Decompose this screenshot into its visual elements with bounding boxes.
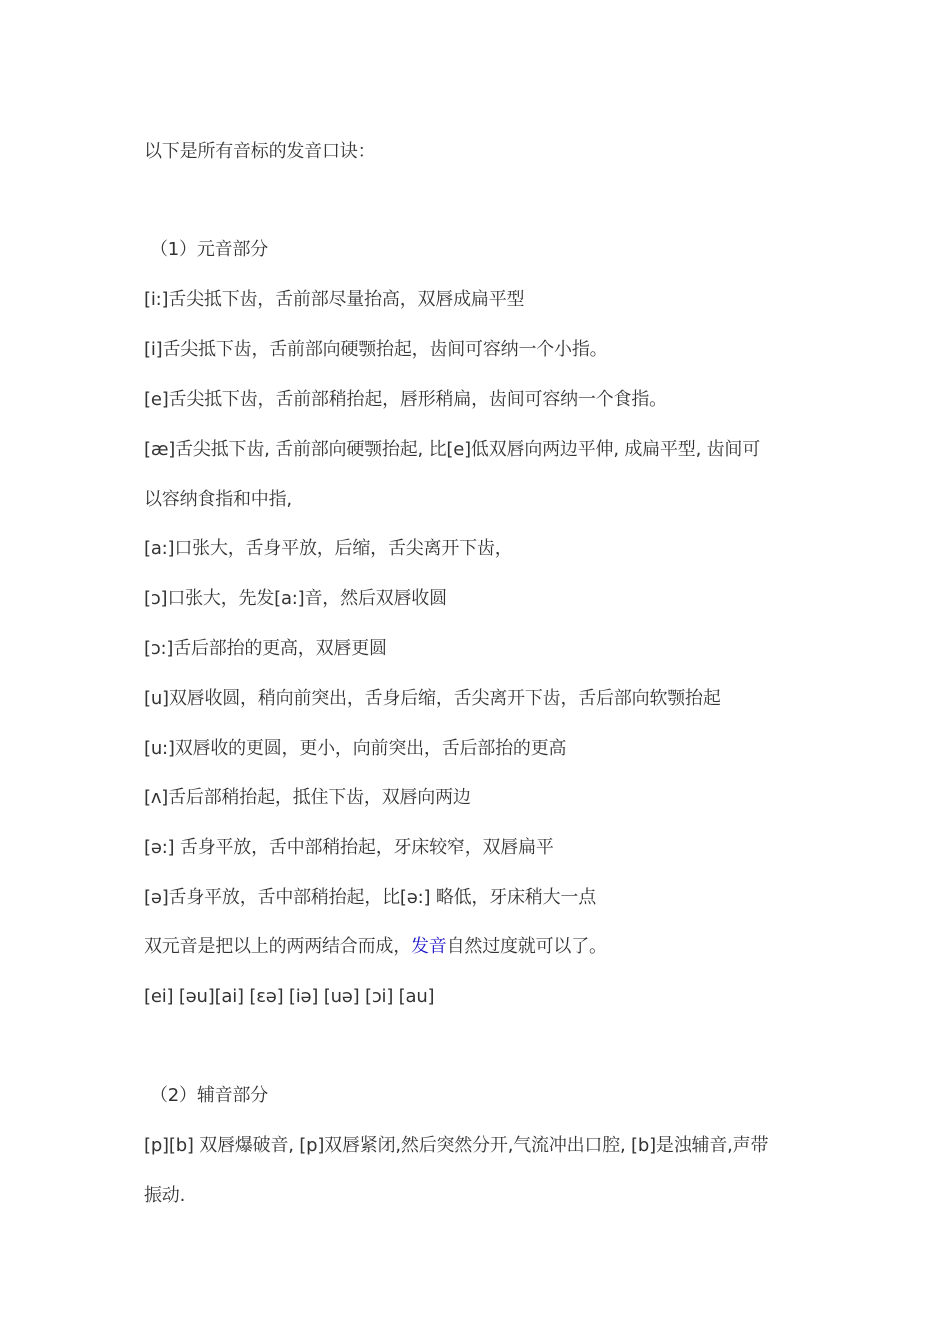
vowel-item: [i:]舌尖抵下齿，舌前部尽量抬高，双唇成扁平型 [144,289,525,310]
vowel-item: [a:]口张大，舌身平放，后缩，舌尖离开下齿， [144,538,513,559]
consonants-heading: （2）辅音部分 [150,1085,269,1106]
diphthong-description [144,932,607,962]
vowel-item: [ə:] 舌身平放，舌中部稍抬起，牙床较窄，双唇扁平 [144,837,554,858]
vowel-item: [ɔ:]舌后部抬的更高，双唇更圆 [144,638,387,659]
vowel-item: [æ]舌尖抵下齿, 舌前部向硬颚抬起, 比[e]低双唇向两边平伸, 成扁平型, 齿间可 [144,439,761,460]
diphthong-text-after: 自然过度就可以了。 [446,936,607,957]
vowels-heading: （1）元音部分 [150,239,269,260]
consonant-item: [p][b] 双唇爆破音, [p]双唇紧闭,然后突然分开,气流冲出口腔, [b]是浊辅音,声带 [144,1135,769,1156]
pronunciation-link[interactable]: 发音 [411,936,447,957]
vowel-item: [u]双唇收圆，稍向前突出，舌身后缩，舌尖离开下齿，舌后部向软颚抬起 [144,688,721,709]
vowel-item: [ʌ]舌后部稍抬起，抵住下齿，双唇向两边 [144,787,471,808]
consonant-item: 振动. [144,1185,186,1206]
diphthong-list: [ei] [əu][ai] [εə] [iə] [uə] [ɔi] [au] [144,986,435,1007]
vowel-item: [i]舌尖抵下齿，舌前部向硬颚抬起，齿间可容纳一个小指。 [144,339,608,360]
intro-text: 以下是所有音标的发音口诀： [144,141,376,162]
diphthong-text-before: 双元音是把以上的两两结合而成， [144,936,411,957]
vowel-item: [e]舌尖抵下齿，舌前部稍抬起，唇形稍扁，齿间可容纳一个食指。 [144,389,667,410]
vowel-item: [u:]双唇收的更圆，更小，向前突出，舌后部抬的更高 [144,738,567,759]
vowel-item: [ə]舌身平放，舌中部稍抬起，比[ə:] 略低，牙床稍大一点 [144,887,597,908]
vowel-item: 以容纳食指和中指, [144,489,292,510]
vowel-item: [ɔ]口张大，先发[a:]音，然后双唇收圆 [144,588,447,609]
